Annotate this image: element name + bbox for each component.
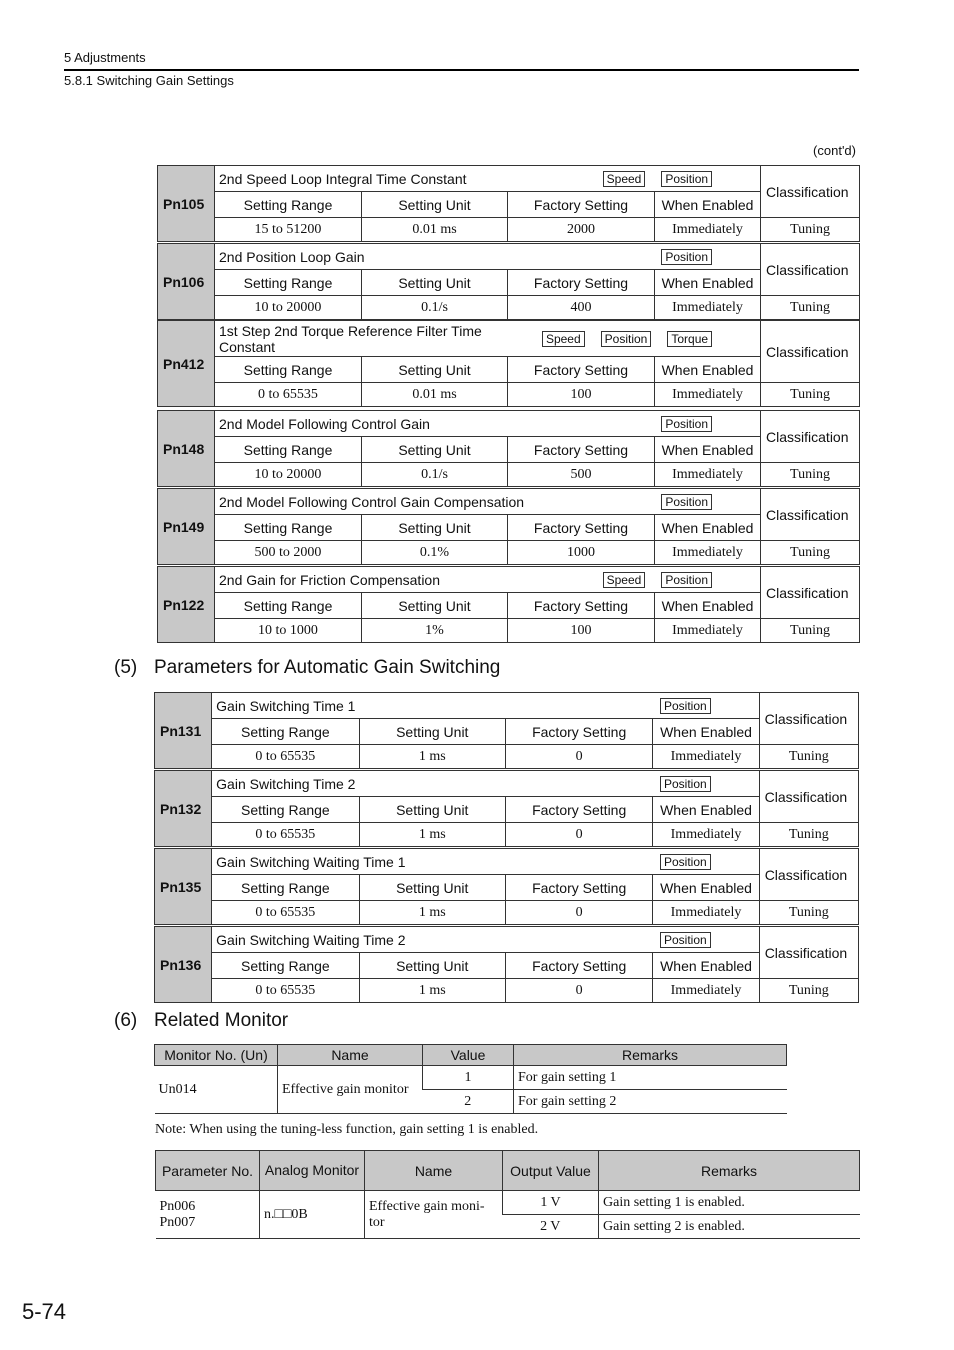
factory-setting-value: 0: [505, 979, 652, 1003]
analog-remark-2: Gain setting 2 is enabled.: [599, 1215, 860, 1239]
mode-tag: Position: [660, 854, 711, 870]
analog-header-name: Name: [365, 1151, 503, 1191]
param-number: Pn148: [158, 411, 215, 487]
analog-monitor-table: [155, 1150, 860, 1239]
setting-unit-value: 1 ms: [359, 979, 505, 1003]
when-enabled-value: Immediately: [653, 901, 759, 925]
mode-tags: [660, 854, 711, 870]
param-table-pn131: [154, 692, 859, 769]
page-number: 5-74: [22, 1299, 67, 1324]
mode-tag: Position: [661, 572, 712, 588]
classification-value: Tuning: [759, 823, 858, 847]
mode-tag: Position: [660, 932, 711, 948]
note-text: Note: When using the tuning-less function, gain setting 1 is enabled.: [155, 1122, 539, 1137]
param-title: Gain Switching Waiting Time 1: [216, 853, 406, 870]
param-number: Pn105: [158, 166, 215, 242]
classification-value: Tuning: [759, 979, 858, 1003]
mode-tag: Position: [660, 698, 711, 714]
factory-setting-label: Factory Setting: [505, 797, 652, 823]
setting-unit-label: Setting Unit: [362, 270, 508, 296]
setting-range-value: 10 to 20000: [215, 296, 362, 320]
mode-tag: Position: [661, 249, 712, 265]
factory-setting-value: 2000: [508, 218, 655, 242]
analog-output-1: 1 V: [503, 1191, 599, 1215]
setting-unit-label: Setting Unit: [362, 357, 508, 383]
mode-tags: [661, 494, 712, 510]
factory-setting-value: 0: [505, 901, 652, 925]
mode-tag: Position: [661, 416, 712, 432]
param-number: Pn132: [155, 771, 212, 847]
setting-range-label: Setting Range: [215, 437, 362, 463]
when-enabled-label: When Enabled: [653, 953, 759, 979]
setting-range-label: Setting Range: [212, 875, 359, 901]
when-enabled-value: Immediately: [653, 979, 759, 1003]
when-enabled-label: When Enabled: [655, 357, 761, 383]
when-enabled-label: When Enabled: [653, 719, 759, 745]
param-title: 1st Step 2nd Torque Reference Filter Time Constant: [219, 322, 482, 355]
analog-header-monitor: Analog Monitor: [260, 1151, 365, 1191]
mode-tag: Position: [601, 331, 652, 347]
setting-range-value: 0 to 65535: [212, 979, 359, 1003]
setting-range-label: Setting Range: [212, 797, 359, 823]
classification-value: Tuning: [761, 296, 860, 320]
mode-tags: [660, 932, 711, 948]
mode-tags: [661, 416, 712, 432]
factory-setting-value: 1000: [508, 541, 655, 565]
mode-tags: [660, 776, 711, 792]
classification-label: Classification: [759, 849, 858, 901]
param-title: 2nd Position Loop Gain: [219, 248, 365, 265]
monitor-value-1: 1: [423, 1066, 514, 1090]
classification-value: Tuning: [761, 541, 860, 565]
setting-unit-value: 0.01 ms: [362, 383, 508, 407]
when-enabled-value: Immediately: [655, 463, 761, 487]
section-6-title: Related Monitor: [154, 1010, 289, 1031]
classification-value: Tuning: [761, 218, 860, 242]
monitor-header-remarks: Remarks: [514, 1045, 787, 1066]
when-enabled-value: Immediately: [655, 218, 761, 242]
when-enabled-label: When Enabled: [653, 797, 759, 823]
classification-value: Tuning: [761, 619, 860, 643]
classification-label: Classification: [759, 693, 858, 745]
param-title: 2nd Gain for Friction Compensation: [219, 571, 440, 588]
setting-range-label: Setting Range: [215, 593, 362, 619]
section-5-title: Parameters for Automatic Gain Switching: [154, 657, 501, 678]
monitor-value-2: 2: [423, 1090, 514, 1114]
setting-range-value: 15 to 51200: [215, 218, 362, 242]
continued-label: (cont'd): [813, 143, 856, 158]
classification-label: Classification: [759, 927, 858, 979]
setting-unit-value: 0.01 ms: [362, 218, 508, 242]
factory-setting-label: Factory Setting: [508, 270, 655, 296]
when-enabled-value: Immediately: [655, 541, 761, 565]
factory-setting-label: Factory Setting: [505, 719, 652, 745]
param-table-pn135: [154, 848, 859, 925]
analog-output-2: 2 V: [503, 1215, 599, 1239]
setting-range-value: 0 to 65535: [212, 745, 359, 769]
param-number: Pn135: [155, 849, 212, 925]
param-title: Gain Switching Time 1: [216, 697, 356, 714]
factory-setting-label: Factory Setting: [505, 953, 652, 979]
param-title: Gain Switching Time 2: [216, 775, 356, 792]
setting-range-value: 10 to 1000: [215, 619, 362, 643]
param-table-pn148: [157, 410, 860, 487]
classification-label: Classification: [761, 411, 860, 463]
factory-setting-label: Factory Setting: [508, 437, 655, 463]
section-5-number: (5): [114, 657, 138, 678]
setting-unit-label: Setting Unit: [362, 515, 508, 541]
when-enabled-label: When Enabled: [655, 515, 761, 541]
factory-setting-value: 400: [508, 296, 655, 320]
setting-unit-value: 1%: [362, 619, 508, 643]
monitor-header-value: Value: [423, 1045, 514, 1066]
monitor-header-no: Monitor No. (Un): [155, 1045, 278, 1066]
mode-tags: [603, 572, 712, 588]
param-title: Gain Switching Waiting Time 2: [216, 931, 406, 948]
when-enabled-label: When Enabled: [655, 270, 761, 296]
setting-range-label: Setting Range: [215, 192, 362, 218]
factory-setting-value: 100: [508, 383, 655, 407]
section-6-number: (6): [114, 1010, 138, 1031]
when-enabled-label: When Enabled: [655, 593, 761, 619]
mode-tags: [603, 171, 712, 187]
param-number: Pn412: [158, 321, 215, 407]
factory-setting-label: Factory Setting: [508, 593, 655, 619]
setting-range-label: Setting Range: [215, 357, 362, 383]
when-enabled-label: When Enabled: [655, 192, 761, 218]
classification-label: Classification: [759, 771, 858, 823]
setting-range-label: Setting Range: [215, 515, 362, 541]
param-title: 2nd Model Following Control Gain: [219, 415, 430, 432]
mode-tag: Speed: [603, 171, 646, 187]
section-header: 5.8.1 Switching Gain Settings: [64, 73, 234, 88]
classification-label: Classification: [761, 166, 860, 218]
setting-unit-value: 0.1/s: [362, 463, 508, 487]
param-number: Pn149: [158, 489, 215, 565]
analog-header-remarks: Remarks: [599, 1151, 860, 1191]
mode-tag: Speed: [542, 331, 585, 347]
classification-value: Tuning: [761, 383, 860, 407]
setting-range-value: 10 to 20000: [215, 463, 362, 487]
setting-range-value: 0 to 65535: [215, 383, 362, 407]
when-enabled-value: Immediately: [655, 619, 761, 643]
setting-unit-value: 1 ms: [359, 901, 505, 925]
setting-range-label: Setting Range: [215, 270, 362, 296]
setting-range-value: 0 to 65535: [212, 901, 359, 925]
monitor-table: [154, 1044, 787, 1114]
when-enabled-value: Immediately: [655, 383, 761, 407]
setting-unit-value: 0.1%: [362, 541, 508, 565]
when-enabled-label: When Enabled: [653, 875, 759, 901]
mode-tag: Torque: [667, 331, 712, 347]
monitor-header-name: Name: [278, 1045, 423, 1066]
mode-tag: Speed: [603, 572, 646, 588]
monitor-remark-1: For gain setting 1: [514, 1066, 787, 1090]
factory-setting-value: 0: [505, 823, 652, 847]
param-table-pn136: [154, 926, 859, 1003]
factory-setting-value: 500: [508, 463, 655, 487]
monitor-name: Effective gain monitor: [278, 1066, 423, 1114]
param-title: 2nd Speed Loop Integral Time Constant: [219, 170, 467, 187]
section-5-heading: [114, 657, 500, 679]
param-table-pn412: [157, 320, 860, 407]
factory-setting-label: Factory Setting: [508, 192, 655, 218]
analog-remark-1: Gain setting 1 is enabled.: [599, 1191, 860, 1215]
factory-setting-value: 100: [508, 619, 655, 643]
factory-setting-label: Factory Setting: [508, 515, 655, 541]
when-enabled-value: Immediately: [655, 296, 761, 320]
mode-tags: [660, 698, 711, 714]
factory-setting-value: 0: [505, 745, 652, 769]
setting-range-value: 0 to 65535: [212, 823, 359, 847]
setting-range-value: 500 to 2000: [215, 541, 362, 565]
classification-label: Classification: [761, 321, 860, 383]
analog-header-output: Output Value: [503, 1151, 599, 1191]
param-number: Pn136: [155, 927, 212, 1003]
param-number: Pn131: [155, 693, 212, 769]
analog-header-param: Parameter No.: [156, 1151, 260, 1191]
section-6-heading: [114, 1010, 288, 1032]
param-table-pn149: [157, 488, 860, 565]
when-enabled-value: Immediately: [653, 823, 759, 847]
setting-unit-value: 1 ms: [359, 823, 505, 847]
setting-range-label: Setting Range: [212, 953, 359, 979]
monitor-remark-2: For gain setting 2: [514, 1090, 787, 1114]
param-table-pn105: [157, 165, 860, 242]
setting-unit-label: Setting Unit: [359, 875, 505, 901]
setting-unit-value: 1 ms: [359, 745, 505, 769]
setting-unit-label: Setting Unit: [359, 719, 505, 745]
classification-label: Classification: [761, 489, 860, 541]
analog-monitor-code: n.□□0B: [260, 1191, 365, 1239]
setting-range-label: Setting Range: [212, 719, 359, 745]
when-enabled-value: Immediately: [653, 745, 759, 769]
analog-name: Effective gain moni- tor: [365, 1191, 503, 1239]
mode-tag: Position: [661, 171, 712, 187]
factory-setting-label: Factory Setting: [505, 875, 652, 901]
param-title: 2nd Model Following Control Gain Compensation: [219, 493, 525, 510]
param-number: Pn122: [158, 567, 215, 643]
mode-tags: [661, 249, 712, 265]
header-rule: [64, 69, 859, 71]
factory-setting-label: Factory Setting: [508, 357, 655, 383]
param-table-pn132: [154, 770, 859, 847]
classification-value: Tuning: [759, 901, 858, 925]
setting-unit-label: Setting Unit: [359, 797, 505, 823]
classification-value: Tuning: [761, 463, 860, 487]
monitor-no: Un014: [155, 1066, 278, 1114]
classification-value: Tuning: [759, 745, 858, 769]
setting-unit-label: Setting Unit: [359, 953, 505, 979]
mode-tag: Position: [660, 776, 711, 792]
when-enabled-label: When Enabled: [655, 437, 761, 463]
setting-unit-label: Setting Unit: [362, 593, 508, 619]
setting-unit-label: Setting Unit: [362, 192, 508, 218]
chapter-header: 5 Adjustments: [64, 50, 146, 65]
mode-tag: Position: [661, 494, 712, 510]
param-table-pn106: [157, 243, 860, 320]
param-table-pn122: [157, 566, 860, 643]
analog-param-nos: Pn006 Pn007: [156, 1191, 260, 1239]
param-number: Pn106: [158, 244, 215, 320]
setting-unit-value: 0.1/s: [362, 296, 508, 320]
classification-label: Classification: [761, 567, 860, 619]
classification-label: Classification: [761, 244, 860, 296]
mode-tags: [542, 331, 712, 347]
setting-unit-label: Setting Unit: [362, 437, 508, 463]
